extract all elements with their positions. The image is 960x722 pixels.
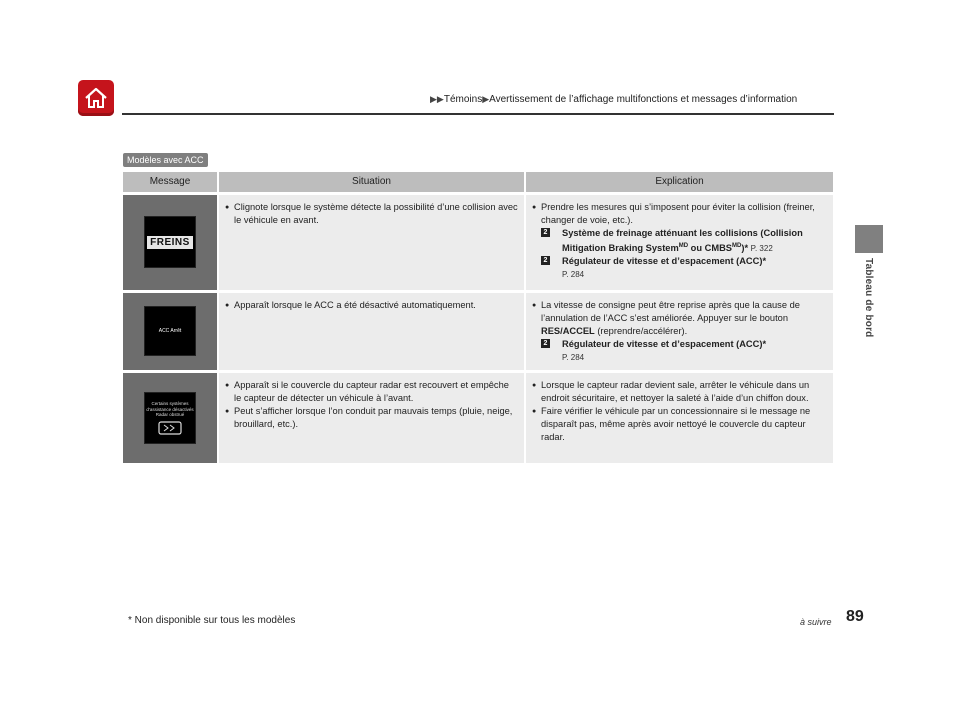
table-header-row bbox=[123, 172, 833, 193]
display-text: Certains systèmes d’assistance désactivés Radar obstrué bbox=[146, 401, 194, 417]
model-badge: Modèles avec ACC bbox=[123, 153, 208, 167]
arrow-icon: ▶ bbox=[482, 94, 490, 104]
explication-cell bbox=[525, 193, 833, 291]
display-text: ACC Arrêt bbox=[158, 327, 182, 334]
list-item: ● Faire vérifier le véhicule par un concessionnaire si le message ne disparaît pas, même après avoir nettoyé le couvercle du capteur radar. bbox=[532, 405, 827, 444]
header-divider bbox=[122, 113, 834, 115]
home-button[interactable] bbox=[78, 80, 114, 116]
home-icon bbox=[83, 85, 109, 111]
footnote: * Non disponible sur tous les modèles bbox=[128, 615, 296, 626]
section-tab[interactable] bbox=[855, 225, 883, 253]
reference-link[interactable]: 2 Régulateur de vitesse et d’espacement (ACC)* P. 284 bbox=[532, 255, 827, 281]
display-screen bbox=[144, 392, 196, 444]
breadcrumb-item[interactable]: Avertissement de l’affichage multifonctions et messages d’information bbox=[489, 94, 798, 105]
list-item: ● Apparaît si le couvercle du capteur radar est recouvert et empêche le capteur de détecter un véhicule à l’avant. bbox=[225, 379, 518, 405]
list-item: ● La vitesse de consigne peut être reprise après que la cause de l’annulation de l’ACC s’est améliorée. Appuyer sur le bouton RES/ACCEL (reprendre/accélérer). bbox=[532, 299, 827, 338]
explication-cell bbox=[525, 371, 833, 463]
page-number: 89 bbox=[846, 608, 864, 625]
breadcrumb-item[interactable]: Témoins bbox=[443, 94, 483, 105]
list-item: ● Peut s’afficher lorsque l’on conduit par mauvais temps (pluie, neige, brouillard, etc.). bbox=[225, 405, 518, 431]
continued-label: à suivre bbox=[800, 617, 832, 627]
message-table bbox=[123, 172, 833, 463]
page-reference[interactable]: P. 322 bbox=[750, 243, 773, 253]
situation-cell bbox=[218, 291, 525, 371]
list-item: ● Clignote lorsque le système détecte la possibilité d’une collision avec le véhicule en avant. bbox=[225, 201, 518, 227]
column-header: Explication bbox=[525, 172, 833, 193]
table-row bbox=[123, 371, 833, 463]
reference-link[interactable]: 2 Régulateur de vitesse et d’espacement (ACC)* P. 284 bbox=[532, 338, 827, 364]
column-header: Message bbox=[123, 172, 218, 193]
table-row bbox=[123, 193, 833, 291]
display-screen bbox=[144, 306, 196, 356]
explication-cell bbox=[525, 291, 833, 371]
list-item: ● Lorsque le capteur radar devient sale, arrêter le véhicule dans un endroit sécuritaire, et nettoyer la saleté à l’aide d’un chiffon doux. bbox=[532, 379, 827, 405]
list-item: ● Prendre les mesures qui s’imposent pour éviter la collision (freiner, changer de voie, etc.). bbox=[532, 201, 827, 227]
page-reference[interactable]: P. 284 bbox=[562, 269, 585, 279]
reference-link[interactable]: 2 Système de freinage atténuant les collisions (Collision Mitigation Braking System$^{MD}$ ou $CMBS^{MD})*$ P. 322 bbox=[532, 227, 827, 255]
breadcrumb bbox=[430, 94, 797, 105]
arrow-icon: ▶▶ bbox=[430, 94, 444, 104]
ref-icon: 2 bbox=[541, 228, 550, 237]
radar-blocked-icon bbox=[158, 421, 182, 435]
column-header: Situation bbox=[218, 172, 525, 193]
page-reference[interactable]: P. 284 bbox=[562, 352, 585, 362]
list-item: ● Apparaît lorsque le ACC a été désactivé automatiquement. bbox=[225, 299, 518, 312]
message-image-cell bbox=[123, 193, 218, 291]
message-image-cell bbox=[123, 371, 218, 463]
display-screen bbox=[144, 216, 196, 268]
situation-cell bbox=[218, 193, 525, 291]
message-image-cell bbox=[123, 291, 218, 371]
situation-cell bbox=[218, 371, 525, 463]
table-row bbox=[123, 291, 833, 371]
section-label: Tableau de bord bbox=[863, 258, 874, 338]
ref-icon: 2 bbox=[541, 256, 550, 265]
display-text: FREINS bbox=[147, 236, 193, 249]
ref-icon: 2 bbox=[541, 339, 550, 348]
